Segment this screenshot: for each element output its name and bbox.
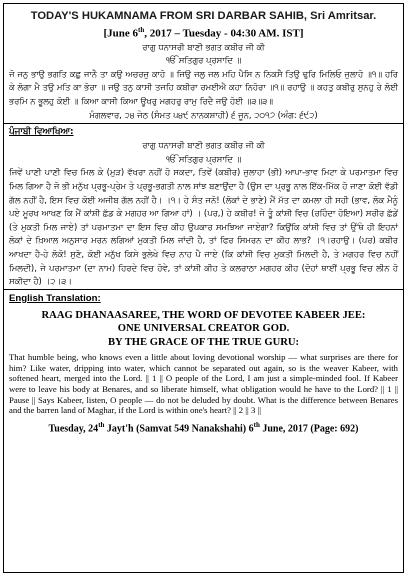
- gurbani-raag-line: ਰਾਗੁ ਧਨਾਸਰੀ ਬਾਣੀ ਭਗਤ ਕਬੀਰ ਜੀ ਕੀ: [142, 41, 265, 52]
- date-pre: [June 6: [103, 27, 139, 40]
- date-line: [9, 23, 398, 41]
- punjabi-mool-line: ੴ ਸਤਿਗੁਰ ਪ੍ਰਸਾਦਿ ॥: [165, 153, 242, 164]
- english-line-2: ONE UNIVERSAL CREATOR GOD.: [117, 323, 290, 335]
- punjabi-explanation: ਜਿਵੇਂ ਪਾਣੀ ਪਾਣੀ ਵਿਚ ਮਿਲ ਕੇ (ਮੁੜ) ਵੱਖਰਾ ਨਹੀਂ ਹੋ ਸਕਦਾ, ਤਿਵੇਂ (ਕਬੀਰ) ਜੁਲਾਹਾ (ਭੀ) ਆਪਾ-ਭਾਵ ਮਿਟਾ ਕੇ ਪਰਮਾਤਮਾ ਵਿਚ ਮਿਲ ਗਿਆ ਹੈ ਜੋ ਭੀ ਮਨੁੱਖ ਪ੍ਰਭੂ-ਪ੍ਰੇਮ ਤੇ ਪ੍ਰਭੂ-ਭਗਤੀ ਨਾਲ ਸਾਂਝ ਬਣਾਉਂਦਾ ਹੈ (ਉਸ ਦਾ ਪ੍ਰਭੂ ਨਾਲ ਇੱਕ-ਮਿੱਕ ਹੋ ਜਾਣਾ ਕੋਈ ਵੱਡੀ ਗੱਲ ਨਹੀਂ ਹੈ, ਇਸ ਵਿਚ ਕੋਈ ਅਜੀਬ ਗੱਲ ਨਹੀਂ ਹੈ। ।੧। ਹੇ ਸੰਤ ਜਨੋ! (ਲੋਕਾਂ ਦੇ ਭਾਣੇ) ਮੈਂ ਮੱਤ ਦਾ ਕਮਲਾ ਹੀ ਸਹੀ (ਭਾਵ, ਲੋਕ ਮੈਨੂੰ ਪਏ ਮੂਰਖ ਆਖਣ ਕਿ ਮੈਂ ਕਾਂਸ਼ੀ ਛੱਡ ਕੇ ਮਗਹਰ ਆ ਗਿਆ ਹਾਂ) । (ਪਰ,) ਹੇ ਕਬੀਰ! ਜੇ ਤੂੰ ਕਾਂਸ਼ੀ ਵਿਚ (ਰਹਿੰਦਾ ਹੋਇਆ) ਸਰੀਰ ਛੱਡੇਂ (ਤੇ ਮੁਕਤੀ ਮਿਲ ਜਾਏ) ਤਾਂ ਪਰਮਾਤਮਾ ਦਾ ਇਸ ਵਿਚ ਕੀਹ ਉਪਕਾਰ ਸਮਝਿਆ ਜਾਏਗਾ? ਕਿਉਂਕਿ ਕਾਂਸ਼ੀ ਵਿਚ ਤਾਂ ਉੱਥੇ ਹੀ ਇਹਨਾਂ ਲੋਕਾਂ ਦੇ ਖ਼ਿਆਲ ਅਨੁਸਾਰ ਮਰਨ ਲਗਿਆਂ ਮੁਕਤੀ ਮਿਲ ਜਾਂਦੀ ਹੈ, ਤਾਂ ਫਿਰ ਸਿਮਰਨ ਦਾ ਕੀਹ ਲਾਭ? ।੧।ਰਹਾਉ। (ਪਰ) ਕਬੀਰ ਆਖਦਾ ਹੈ-ਹੇ ਲੋਕੋ! ਸੁਣੋ, ਕੋਈ ਮਨੁੱਖ ਕਿਸੇ ਭੁਲੇਖੇ ਵਿਚ ਨਾਹ ਪੈ ਜਾਏ (ਕਿ ਕਾਂਸ਼ੀ ਵਿਚ ਮੁਕਤੀ ਮਿਲਦੀ ਹੈ, ਤੇ ਮਗਹਰ ਵਿਚ ਨਹੀਂ ਮਿਲਦੀ), ਜੇ ਪਰਮਾਤਮਾ (ਦਾ ਨਾਮ) ਹਿਰਦੇ ਵਿਚ ਹੋਵੇ, ਤਾਂ ਕਾਂਸ਼ੀ ਕੀਹ ਤੇ ਕਲਰਾਠਾ ਮਗਹਰ ਕੀਹ (ਦੋਹਾਂ ਥਾਈਂ ਪ੍ਰਭੂ ਵਿਚ ਲੀਨ ਹੋ ਸਕੀਦਾ ਹੈ) ।੨।੩।: [9, 167, 398, 287]
- hukamnama-document: [3, 3, 404, 573]
- footer-post: June, 2017 (Page: 692): [259, 423, 359, 435]
- footer-pre: Tuesday, 24: [48, 423, 99, 435]
- english-raag-title: RAAG DHANAASAREE, THE WORD OF DEVOTEE KABEER JEE:: [41, 309, 366, 321]
- meta-line: ਮੰਗਲਵਾਰ, ੨੪ ਜੇਠ (ਸੰਮਤ ੫੪੯ ਨਾਨਕਸ਼ਾਹੀ) ੬ ਜੂਨ, ੨੦੧੭ (ਅੰਗ: ੬੯੨): [89, 109, 318, 120]
- gurbani-text: ਜੋ ਜਨੁ ਭਾਉ ਭਗਤਿ ਕਛੁ ਜਾਨੈ ਤਾ ਕਉ ਅਚਰਜੁ ਕਾਹੋ ॥ ਜਿਉ ਜਲੁ ਜਲ ਮਹਿ ਪੈਸਿ ਨ ਨਿਕਸੈ ਤਿਉ ਢੁਰਿ ਮਿਲਿਓ ਜੁਲਾਹੋ ॥੧॥ ਹਰਿ ਕੇ ਲੋਗਾ ਮੈ ਤਉ ਮਤਿ ਕਾ ਭੋਰਾ ॥ ਜਉ ਤਨੁ ਕਾਸੀ ਤਜਹਿ ਕਬੀਰਾ ਰਮਈਐ ਕਹਾ ਨਿਹੋਰਾ ॥੧॥ ਰਹਾਉ ॥ ਕਹਤੁ ਕਬੀਰੁ ਸੁਨਹੁ ਰੇ ਲੋਈ ਭਰਮਿ ਨ ਭੂਲਹੁ ਕੋਈ ॥ ਕਿਆ ਕਾਸੀ ਕਿਆ ਊਖਰੁ ਮਗਹਰੁ ਰਾਮੁ ਰਿਦੈ ਜਉ ਹੋਈ ॥੩॥੩॥: [9, 68, 398, 107]
- divider: [4, 123, 403, 124]
- english-line-3: BY THE GRACE OF THE TRUE GURU:: [107, 336, 300, 348]
- date-post: , 2017 – Tuesday - 04:30 AM. IST]: [144, 27, 304, 40]
- english-heading: English Translation:: [9, 292, 101, 304]
- date-sup: th: [138, 26, 145, 34]
- document-title: TODAY'S HUKAMNAMA FROM SRI DARBAR SAHIB, Sri Amritsar.: [30, 10, 377, 22]
- footer-mid: Jayt'h (Samvat 549 Nanakshahi) 6: [104, 423, 254, 435]
- divider: [4, 289, 403, 290]
- punjabi-heading: ਪੰਜਾਬੀ ਵਿਆਖਿਆ:: [9, 127, 74, 138]
- footer-date-line: [9, 419, 398, 435]
- punjabi-raag-line: ਰਾਗੁ ਧਨਾਸਰੀ ਬਾਣੀ ਭਗਤ ਕਬੀਰ ਜੀ ਕੀ: [142, 140, 265, 151]
- footer-sup-1: th: [98, 420, 105, 429]
- gurbani-mool-line: ੴ ਸਤਿਗੁਰ ਪ੍ਰਸਾਦਿ ॥: [165, 55, 242, 66]
- english-translation: That humble being, who knows even a little about loving devotional worship — what surprises are there for him? Like water, dripping into water, which cannot be separated out again, so is the weaver Kabeer, with softened heart, merged into the Lord. || 1 || O people of the Lord, I am just a simple-minded fool. If Kabeer were to leave his body at Benares, and so liberate himself, what obligation would he have to the Lord? || 1 || Pause || Says Kabeer, listen, O people — do not be deluded by doubt. What is the difference between Benares and the barren land of Maghar, if the Lord is within one's heart? || 2 || 3 ||: [9, 352, 398, 416]
- footer-sup-2: th: [253, 420, 260, 429]
